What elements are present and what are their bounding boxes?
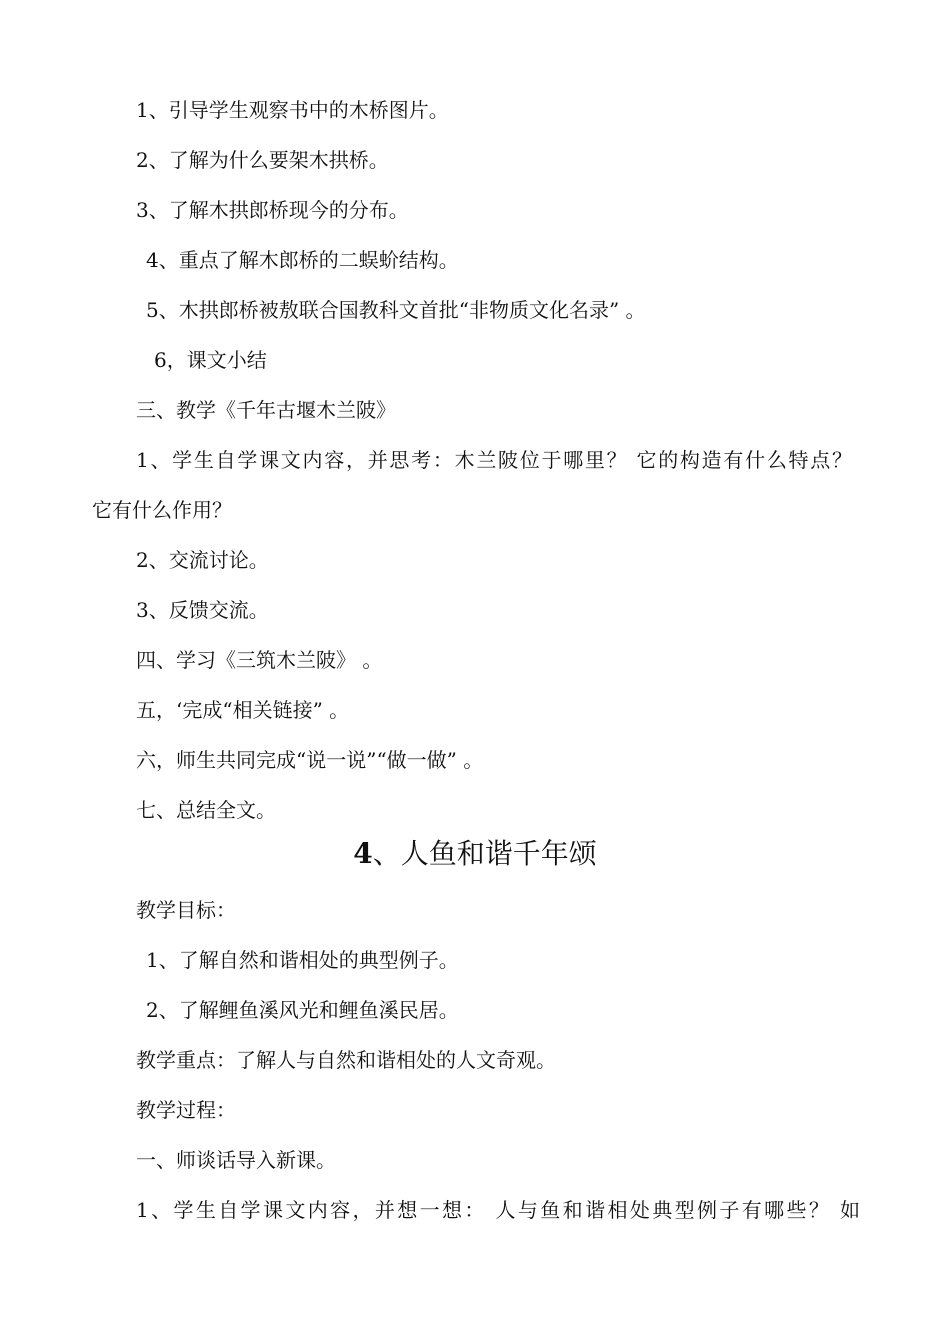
step-unesco-listing: 5、木拱郎桥被敖联合国教科文首批“非物质文化名录” 。 [146,298,646,322]
section-six-heading: 六，师生共同完成“说一说”“做一做” 。 [136,748,484,772]
teaching-focus: 教学重点：了解人与自然和谐相处的人文奇观。 [136,1048,556,1072]
step-bridge-structure: 4、重点了解木郎桥的二蜈蚧结构。 [146,248,459,272]
section-seven-heading: 七、总结全文。 [136,798,276,822]
self-study-question-continued: 它有什么作用？ [92,498,232,522]
lesson-title-number: 4 [353,837,373,870]
lesson-title [0,837,950,871]
self-study-think: 1、学生自学课文内容，并想一想： 人与鱼和谐相处典型例子有哪些？ 如 [136,1198,860,1222]
section-three-heading: 三、教学《千年古堰木兰陂》 [136,398,396,422]
step-observe-bridge-pictures: 1、引导学生观察书中的木桥图片。 [136,98,449,122]
step-why-build-arch-bridge: 2、了解为什么要架木拱桥。 [136,148,389,172]
step-lesson-summary: 6，课文小结 [154,348,267,372]
process-step-one: 一、师谈话导入新课。 [136,1148,336,1172]
objective-two: 2、了解鲤鱼溪风光和鲤鱼溪民居。 [146,998,459,1022]
section-five-heading: 五，‘完成“相关链接” 。 [136,698,350,722]
section-four-heading: 四、学习《三筑木兰陂》 。 [136,648,383,672]
self-study-question: 1、学生自学课文内容，并思考：木兰陂位于哪里？ 它的构造有什么特点？ [136,448,852,472]
step-discussion: 2、交流讨论。 [136,548,269,572]
teaching-objectives-label: 教学目标： [136,898,236,922]
step-feedback: 3、反馈交流。 [136,598,269,622]
step-bridge-distribution: 3、了解木拱郎桥现今的分布。 [136,198,409,222]
teaching-process-label: 教学过程： [136,1098,236,1122]
lesson-title-text: 、人鱼和谐千年颂 [372,837,597,870]
objective-one: 1、了解自然和谐相处的典型例子。 [146,948,459,972]
